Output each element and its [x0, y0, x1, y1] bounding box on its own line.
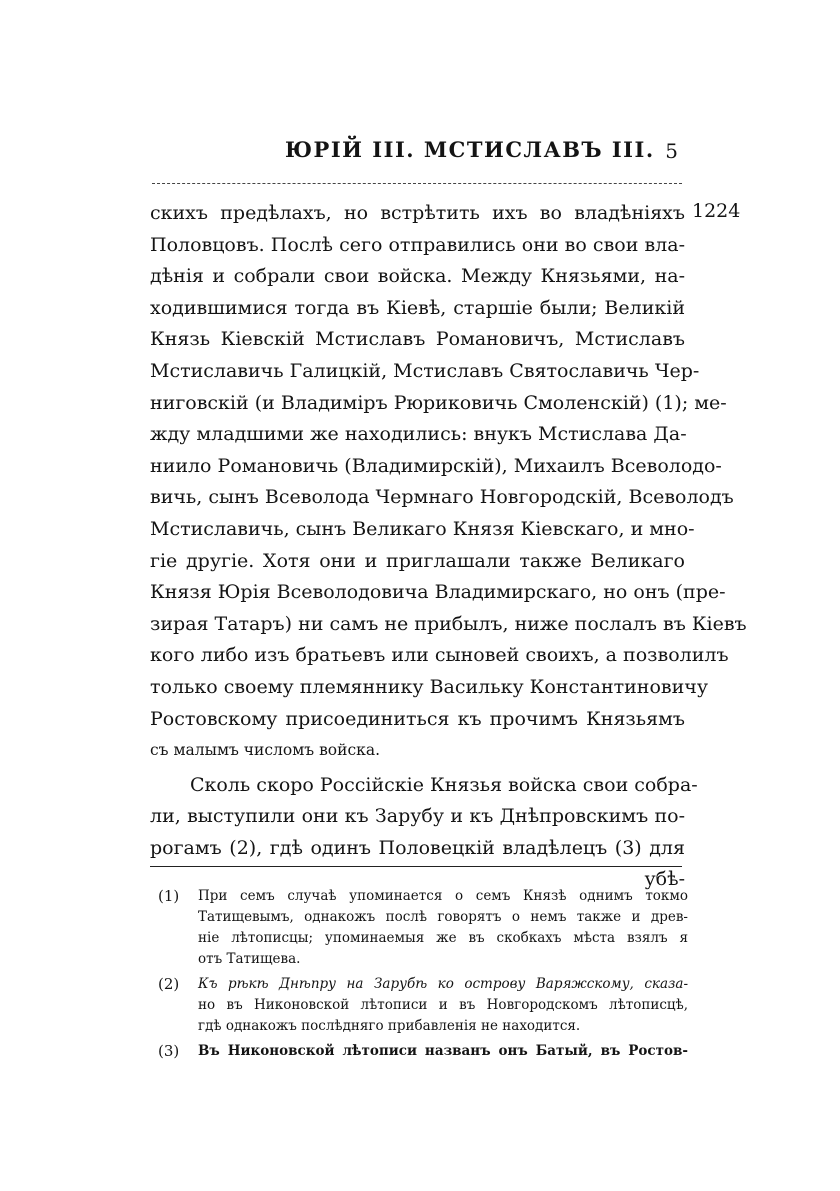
- footnote-line: но въ Никоновской лѣтописи и въ Новгородскомъ лѣтописцѣ,: [198, 997, 688, 1013]
- header-rule: [152, 183, 682, 184]
- catchword: убѣ-: [644, 868, 685, 891]
- text-line: гіе другіе. Хотя они и приглашали также Великаго: [150, 549, 685, 572]
- text-line: ходившимися тогда въ Кіевѣ, старшіе были; Великій: [150, 296, 685, 319]
- text-line: Ростовскому присоединиться къ прочимъ Князьямъ: [150, 707, 685, 730]
- footnote-line: При семъ случаѣ упоминается о семъ Князѣ однимъ токмо: [198, 888, 688, 904]
- text-line: Половцовъ. Послѣ сего отправились они во свои вла-: [150, 233, 685, 256]
- text-line: Мстиславичь, сынъ Великаго Князя Кіевскаго, и мно-: [150, 517, 695, 540]
- footnote-line: ніе лѣтописцы; упоминаемыя же въ скобкахъ мѣста взялъ я: [198, 930, 688, 946]
- footnote-2: [158, 974, 688, 1037]
- footnote-line: отъ Татищева.: [198, 951, 301, 967]
- text-line: ли, выступили они къ Зарубу и къ Днѣпровскимъ по-: [150, 805, 685, 828]
- text-line: Князя Юрія Всеволодовича Владимирскаго, но онъ (пре-: [150, 581, 726, 604]
- text-line: жду младшими же находились: внукъ Мстислава Да-: [150, 423, 687, 446]
- text-line: дѣнія и собрали свои войска. Между Князьями, на-: [150, 265, 685, 288]
- footnote-marker: (1): [158, 887, 180, 905]
- footnote-rule: [150, 866, 682, 867]
- page-header: [150, 137, 690, 171]
- footnote-3: [158, 1041, 688, 1062]
- margin-year: 1224: [692, 200, 741, 222]
- text-line: съ малымъ числомъ войска.: [150, 741, 381, 760]
- footnote-line: Въ Никоновской лѣтописи названъ онъ Батый, въ Ростов-: [198, 1043, 688, 1059]
- text-line: Сколь скоро Россійскіе Князья войска свои собра-: [190, 773, 698, 796]
- footnote-marker: (2): [158, 975, 180, 993]
- footnote-line: Татищевымъ, однакожъ послѣ говорятъ о немъ также и древ-: [198, 909, 688, 925]
- footnote-1: [158, 886, 688, 970]
- text-line: рогамъ (2), гдѣ одинъ Половецкій владѣлецъ (3) для: [150, 836, 685, 859]
- footnote-line: Къ рѣкѣ Днѣпру на Зарубѣ ко острову Варяжскому, сказа-: [198, 976, 688, 992]
- text-line: ниило Романовичь (Владимирскій), Михаилъ Всеволодо-: [150, 454, 722, 477]
- footnotes: [158, 886, 688, 1066]
- text-line: Князь Кіевскій Мстиславъ Романовичъ, Мстиславъ: [150, 328, 685, 351]
- running-title: ЮРІЙ III. МСТИСЛАВЪ III.: [285, 137, 655, 162]
- text-line: Мстиславичь Галицкій, Мстиславъ Святославичь Чер-: [150, 359, 700, 382]
- text-line: ниговскій (и Владиміръ Рюриковичь Смоленскій) (1); ме-: [150, 391, 727, 414]
- page-number: 5: [665, 139, 678, 163]
- footnote-line: гдѣ однакожъ послѣдняго прибавленія не находится.: [198, 1018, 581, 1034]
- text-line: скихъ предѣлахъ, но встрѣтить ихъ во владѣніяхъ: [150, 202, 685, 224]
- text-line: зирая Татаръ) ни самъ не прибылъ, ниже послалъ въ Кіевъ: [150, 612, 747, 635]
- text-line: вичь, сынъ Всеволода Чермнаго Новгородскій, Всеволодъ: [150, 486, 734, 509]
- text-line: кого либо изъ братьевъ или сыновей своихъ, а позволилъ: [150, 644, 729, 667]
- text-line: только своему племяннику Васильку Константиновичу: [150, 675, 708, 698]
- footnote-marker: (3): [158, 1042, 180, 1060]
